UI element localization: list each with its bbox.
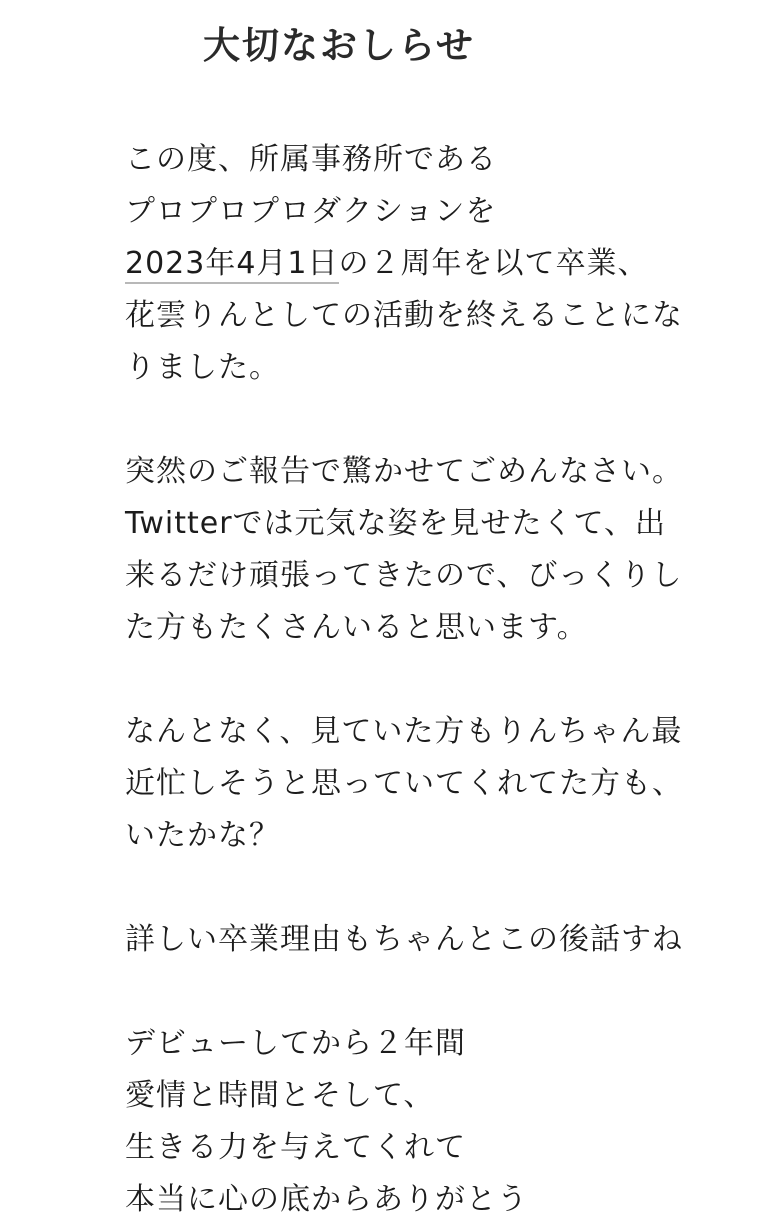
text-line: た方もたくさんいると思います。	[125, 610, 588, 645]
text-line: 花雲りんとしての活動を終えることにな	[125, 298, 683, 333]
text-line	[125, 238, 745, 290]
text-line: 本当に心の底からありがとう	[125, 1182, 528, 1217]
text-line: プロプロプロダクションを	[125, 194, 497, 229]
paragraph-spacer	[125, 394, 745, 446]
paragraph-spacer	[125, 654, 745, 706]
paragraph-thanks	[125, 1018, 745, 1226]
text-line: 来るだけ頑張ってきたので、びっくりし	[125, 558, 683, 593]
text-line-rest: の２周年を以て卒業、	[338, 246, 649, 281]
date-link[interactable]: 2023年4月1日	[125, 246, 339, 284]
page-title: 大切なおしらせ	[203, 24, 475, 67]
paragraph-apology	[125, 446, 745, 654]
paragraph-spacer	[125, 862, 745, 914]
paragraph-reason	[125, 914, 745, 966]
text-line: なんとなく、見ていた方もりんちゃん最	[125, 714, 683, 749]
text-line: この度、所属事務所である	[125, 142, 497, 177]
text-line: 詳しい卒業理由もちゃんとこの後話すね	[125, 922, 683, 957]
text-line: 近忙しそうと思っていてくれてた方も、	[125, 766, 683, 801]
text-line: 生きる力を与えてくれて	[125, 1130, 466, 1165]
text-line: Twitterでは元気な姿を見せたくて、出	[125, 506, 666, 541]
text-line: 突然のご報告で驚かせてごめんなさい。	[125, 454, 683, 489]
paragraph-graduation	[125, 134, 745, 394]
text-line: いたかな？	[125, 818, 280, 853]
text-line: りました。	[125, 350, 280, 385]
announcement-body	[125, 134, 745, 1226]
text-line: デビューしてから２年間	[125, 1026, 466, 1061]
paragraph-noticed	[125, 706, 745, 862]
paragraph-spacer	[125, 966, 745, 1018]
text-line: 愛情と時間とそして、	[125, 1078, 435, 1113]
